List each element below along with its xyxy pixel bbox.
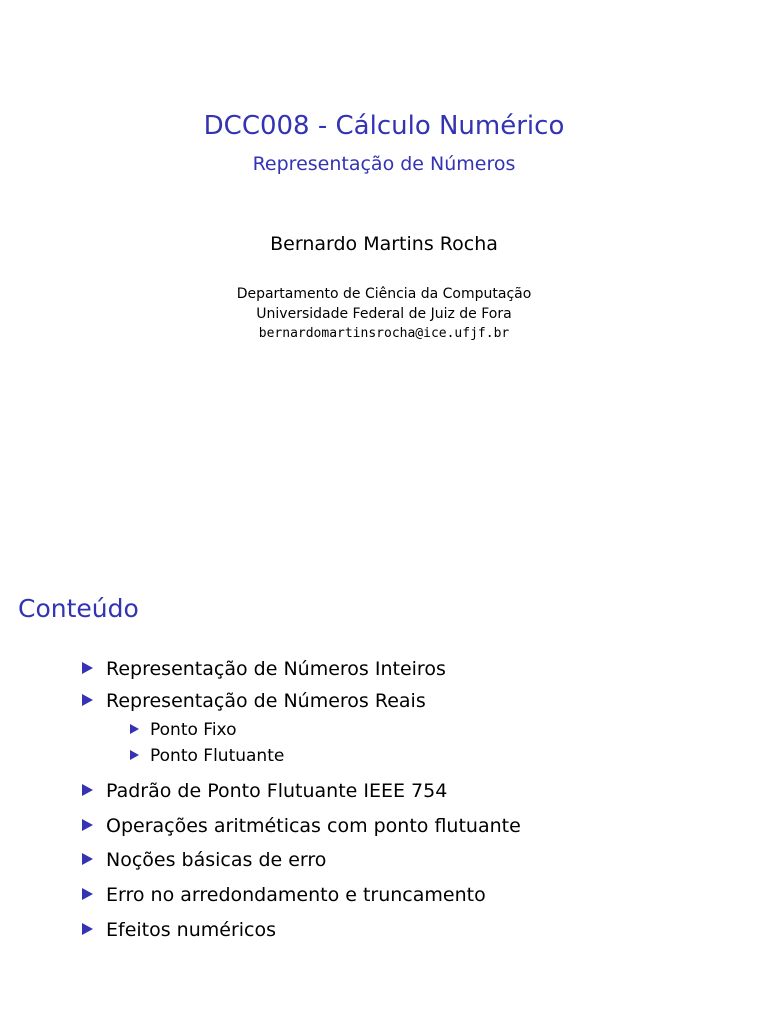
list-item-label: Operações aritméticas com ponto flutuante	[106, 815, 521, 837]
institute-block	[0, 284, 768, 344]
triangle-bullet-icon	[82, 853, 93, 865]
contents-slide	[0, 576, 768, 1024]
triangle-bullet-icon	[130, 750, 139, 760]
triangle-bullet-icon	[82, 819, 93, 831]
list-item	[82, 656, 446, 682]
list-item	[82, 778, 447, 804]
list-item	[82, 882, 486, 908]
university-name: Universidade Federal de Juiz de Fora	[256, 306, 512, 322]
sub-list-item	[130, 718, 237, 742]
triangle-bullet-icon	[130, 724, 139, 734]
author-email: bernardomartinsrocha@ice.ufjf.br	[258, 326, 510, 341]
triangle-bullet-icon	[82, 662, 93, 674]
presentation-subtitle: Representação de Números	[252, 153, 516, 175]
triangle-bullet-icon	[82, 888, 93, 900]
list-item-label: Efeitos numéricos	[106, 919, 277, 941]
department-name: Departamento de Ciência da Computação	[236, 286, 532, 302]
list-item-label: Noções básicas de erro	[106, 849, 327, 871]
list-item	[82, 688, 426, 714]
contents-title: Conteúdo	[18, 594, 139, 623]
list-item	[82, 917, 276, 943]
triangle-bullet-icon	[82, 923, 93, 935]
author-name: Bernardo Martins Rocha	[270, 233, 498, 255]
list-item-label: Representação de Números Reais	[106, 690, 426, 712]
list-item-label: Erro no arredondamento e truncamento	[106, 884, 486, 906]
triangle-bullet-icon	[82, 694, 93, 706]
sub-list-item	[130, 744, 284, 768]
list-item	[82, 847, 326, 873]
list-item-label: Padrão de Ponto Flutuante IEEE 754	[106, 780, 448, 802]
sub-list-item-label: Ponto Flutuante	[150, 746, 285, 766]
list-item	[82, 813, 521, 839]
sub-list-item-label: Ponto Fixo	[150, 720, 237, 740]
list-item-label: Representação de Números Inteiros	[106, 658, 446, 680]
triangle-bullet-icon	[82, 784, 93, 796]
presentation-title: DCC008 - Cálculo Numérico	[203, 111, 565, 141]
